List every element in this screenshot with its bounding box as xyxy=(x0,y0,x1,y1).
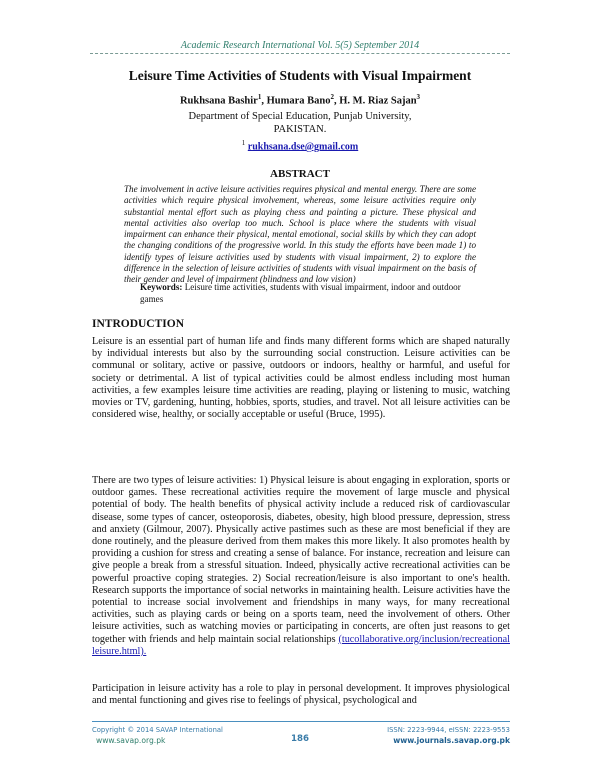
keywords-text: Leisure time activities, students with visual impairment, indoor and outdoor games xyxy=(140,282,461,304)
author-name: Humara Bano xyxy=(266,95,331,107)
author-name: Rukhsana Bashir xyxy=(179,95,258,107)
email-line xyxy=(90,139,510,152)
author-sup: 2 xyxy=(330,93,334,101)
footer-copyright: Copyright © 2014 SAVAP International xyxy=(92,726,223,734)
abstract-heading: ABSTRACT xyxy=(270,168,330,180)
email-sup: 1 xyxy=(241,139,246,147)
affiliation-line: Department of Special Education, Punjab University, xyxy=(188,111,412,122)
email-link[interactable]: rukhsana.dse@gmail.com xyxy=(247,141,359,153)
affiliation xyxy=(140,110,460,136)
affiliation-line: PAKISTAN. xyxy=(273,124,327,135)
body-paragraph xyxy=(92,475,510,658)
footer-journal-url[interactable]: www.journals.savap.org.pk xyxy=(393,736,510,745)
abstract-text: The involvement in active leisure activities requires physical and mental energy. There are some activities which require physical involvement, whereas, some leisure activities require only substantial mental effort such as playing chess and painting a picture. These physical and mental activities also overlap too much. School is place where the students with visual impairment can enhance their physical, mental emotional, social skills by which they can adopt the changing conditions of the progressive world. In this study the efforts have been made 1) to identify types of leisure activities used by students with visual impairment, 2) to explore the difference in the selection of leisure activities of students with visual impairment on the basis of their gender and level of impairment (blindness and low vision) xyxy=(124,184,476,285)
paper-title: Leisure Time Activities of Students with Visual Impairment xyxy=(128,68,472,83)
keywords-label: Keywords: xyxy=(140,282,183,292)
running-head: Academic Research International Vol. 5(5) September 2014 xyxy=(180,40,420,51)
keywords xyxy=(140,282,462,305)
author-name: H. M. Riaz Sajan xyxy=(339,95,417,107)
body-paragraph: Leisure is an essential part of human life and finds many different forms which are shaped naturally by individual interests but also by the surrounding social construction. Leisure activities can be communal or solitary, active or passive, outdoors or indoors, healthy or harmful, and useful for society or detrimental. A list of typical activities could be almost endless including most human activities, a few examples leisure time activities are reading, playing or listening to music, watching movies or TV, gardening, hunting, hobbies, sports, studies, and travel. Not all leisure activities can be considered wise, healthy, or socially acceptable or useful (Bruce, 1995). xyxy=(92,336,510,421)
author-list: Rukhsana Bashir$^1$, Humara Bano$^2$, H. M. Riaz Sajan$^3$ xyxy=(179,93,421,107)
footer-issn: ISSN: 2223-9944, eISSN: 2223-9553 xyxy=(387,726,510,734)
author-sup: 3 xyxy=(416,93,421,101)
page-number: 186 xyxy=(291,734,309,744)
footer-rule xyxy=(92,721,510,722)
paragraph-text: There are two types of leisure activities: 1) Physical leisure is about engaging in exploration, sports or outdoor games. These recreational activities require the movement of large muscle and physical potential of body. The health benefits of physical activity include a reduced risk of cardiovascular disease, some types of cancer, osteoporosis, diabetes, obesity, high blood pressure, depression, stress and anxiety (Gilmour, 2007). Physically active pastimes such as these are most beneficial if they are done routinely, and the pleasure derived from them makes this more likely. It also promotes health by providing a cushion for stress and creating a sense of balance. For instance, recreation and leisure can give people a break from a stressful situation. Indeed, physically active recreational activities can be powerful proactive coping strategies. 2) Social recreation/leisure is also important to one's health. Research supports the importance of social networks in maintaining health. Leisure activities have the potential to increase social involvement and friendships in many ways, for many recreational activities, such as playing cards or being on a sports team, need the involvement of others. Other leisure activities, such as watching movies or participating in concerts, are often just reasons to get together with friends and help maintain social relationships xyxy=(92,475,510,645)
footer-website[interactable]: www.savap.org.pk xyxy=(96,736,166,745)
header-rule xyxy=(90,53,510,54)
body-paragraph: Participation in leisure activity has a role to play in personal development. It improves physiological and mental functioning and gives rise to feelings of physical, psychological and xyxy=(92,683,510,707)
reference-link[interactable]: (tucollaborative.org/inclusion/recreational leisure.html). xyxy=(92,633,510,657)
section-heading: INTRODUCTION xyxy=(92,318,185,330)
author-sup: 1 xyxy=(257,93,262,101)
